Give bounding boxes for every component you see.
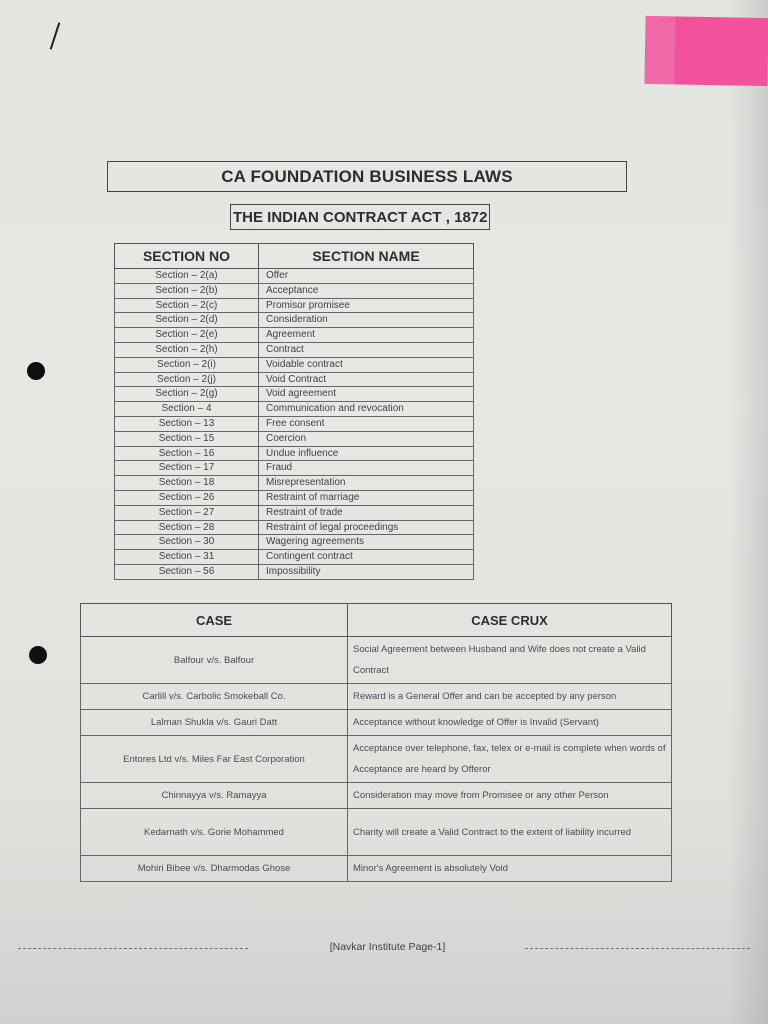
footer-rule-left [18, 948, 248, 949]
table-row [115, 564, 474, 579]
section-name-cell: Void agreement [259, 387, 474, 402]
section-number-cell: Section – 2(b) [115, 283, 259, 298]
table-row [115, 269, 474, 284]
section-table [114, 243, 474, 580]
table-row [81, 809, 672, 856]
section-name-cell: Offer [259, 269, 474, 284]
section-number-cell: Section – 2(c) [115, 298, 259, 313]
case-table-header [81, 604, 672, 637]
section-number-cell: Section – 2(e) [115, 328, 259, 343]
section-name-cell: Fraud [259, 461, 474, 476]
section-name-cell: Undue influence [259, 446, 474, 461]
section-name-cell: Restraint of trade [259, 505, 474, 520]
section-name-cell: Misrepresentation [259, 476, 474, 491]
section-name-cell: Free consent [259, 416, 474, 431]
table-row [115, 505, 474, 520]
case-crux-cell: Minor's Agreement is absolutely Void [348, 856, 672, 882]
case-name-cell: Lalman Shukla v/s. Gauri Datt [81, 710, 348, 736]
section-number-cell: Section – 2(a) [115, 269, 259, 284]
pink-sticky-tab [644, 16, 768, 86]
table-row [115, 283, 474, 298]
table-row [115, 490, 474, 505]
table-row [81, 783, 672, 809]
table-row [115, 328, 474, 343]
case-table-body [81, 637, 672, 882]
section-table-header [115, 244, 474, 269]
punch-hole-top [27, 362, 45, 380]
table-row [115, 431, 474, 446]
header-section-no: SECTION NO [115, 244, 259, 269]
section-number-cell: Section – 31 [115, 550, 259, 565]
table-row [81, 736, 672, 783]
table-row [115, 372, 474, 387]
document-title: CA FOUNDATION BUSINESS LAWS [107, 161, 627, 192]
section-name-cell: Promisor promisee [259, 298, 474, 313]
punch-hole-bottom [29, 646, 47, 664]
page-shadow [728, 0, 768, 1024]
section-name-cell: Wagering agreements [259, 535, 474, 550]
section-name-cell: Coercion [259, 431, 474, 446]
section-number-cell: Section – 2(h) [115, 342, 259, 357]
section-number-cell: Section – 26 [115, 490, 259, 505]
section-name-cell: Agreement [259, 328, 474, 343]
footer-rule-right [525, 948, 750, 949]
section-number-cell: Section – 18 [115, 476, 259, 491]
section-number-cell: Section – 15 [115, 431, 259, 446]
case-name-cell: Carlill v/s. Carbolic Smokeball Co. [81, 684, 348, 710]
table-row [115, 476, 474, 491]
case-crux-cell: Social Agreement between Husband and Wife does not create a Valid Contract [348, 637, 672, 684]
case-crux-cell: Acceptance without knowledge of Offer is Invalid (Servant) [348, 710, 672, 736]
case-crux-cell: Acceptance over telephone, fax, telex or e-mail is complete when words of Acceptance are heard by Offeror [348, 736, 672, 783]
section-number-cell: Section – 13 [115, 416, 259, 431]
section-number-cell: Section – 16 [115, 446, 259, 461]
table-row [115, 342, 474, 357]
section-name-cell: Acceptance [259, 283, 474, 298]
table-row [115, 520, 474, 535]
section-number-cell: Section – 2(g) [115, 387, 259, 402]
case-name-cell: Mohiri Bibee v/s. Dharmodas Ghose [81, 856, 348, 882]
table-row [81, 710, 672, 736]
table-row [115, 313, 474, 328]
table-row [115, 446, 474, 461]
section-name-cell: Communication and revocation [259, 402, 474, 417]
table-row [115, 535, 474, 550]
case-name-cell: Kedarnath v/s. Gorie Mohammed [81, 809, 348, 856]
section-number-cell: Section – 17 [115, 461, 259, 476]
section-name-cell: Contract [259, 342, 474, 357]
case-name-cell: Entores Ltd v/s. Miles Far East Corporation [81, 736, 348, 783]
section-name-cell: Consideration [259, 313, 474, 328]
header-case-crux: CASE CRUX [348, 604, 672, 637]
section-number-cell: Section – 4 [115, 402, 259, 417]
table-row [81, 637, 672, 684]
section-number-cell: Section – 27 [115, 505, 259, 520]
section-number-cell: Section – 2(d) [115, 313, 259, 328]
section-number-cell: Section – 2(j) [115, 372, 259, 387]
table-row [115, 461, 474, 476]
header-case: CASE [81, 604, 348, 637]
section-name-cell: Impossibility [259, 564, 474, 579]
table-row [115, 387, 474, 402]
table-row [115, 298, 474, 313]
table-row [115, 550, 474, 565]
section-name-cell: Void Contract [259, 372, 474, 387]
section-number-cell: Section – 2(i) [115, 357, 259, 372]
case-name-cell: Chinnayya v/s. Ramayya [81, 783, 348, 809]
document-subtitle: THE INDIAN CONTRACT ACT , 1872 [230, 204, 490, 230]
table-row [81, 856, 672, 882]
case-crux-cell: Reward is a General Offer and can be accepted by any person [348, 684, 672, 710]
section-number-cell: Section – 28 [115, 520, 259, 535]
section-number-cell: Section – 56 [115, 564, 259, 579]
case-table [80, 603, 672, 882]
table-row [115, 357, 474, 372]
section-name-cell: Contingent contract [259, 550, 474, 565]
section-name-cell: Voidable contract [259, 357, 474, 372]
table-row [115, 402, 474, 417]
section-table-body [115, 269, 474, 580]
case-crux-cell: Consideration may move from Promisee or any other Person [348, 783, 672, 809]
section-name-cell: Restraint of legal proceedings [259, 520, 474, 535]
table-row [115, 416, 474, 431]
header-section-name: SECTION NAME [259, 244, 474, 269]
case-crux-cell: Charity will create a Valid Contract to the extent of liability incurred [348, 809, 672, 856]
section-name-cell: Restraint of marriage [259, 490, 474, 505]
section-number-cell: Section – 30 [115, 535, 259, 550]
case-name-cell: Balfour v/s. Balfour [81, 637, 348, 684]
table-row [81, 684, 672, 710]
page-footer: [Navkar Institute Page-1] [329, 941, 446, 953]
